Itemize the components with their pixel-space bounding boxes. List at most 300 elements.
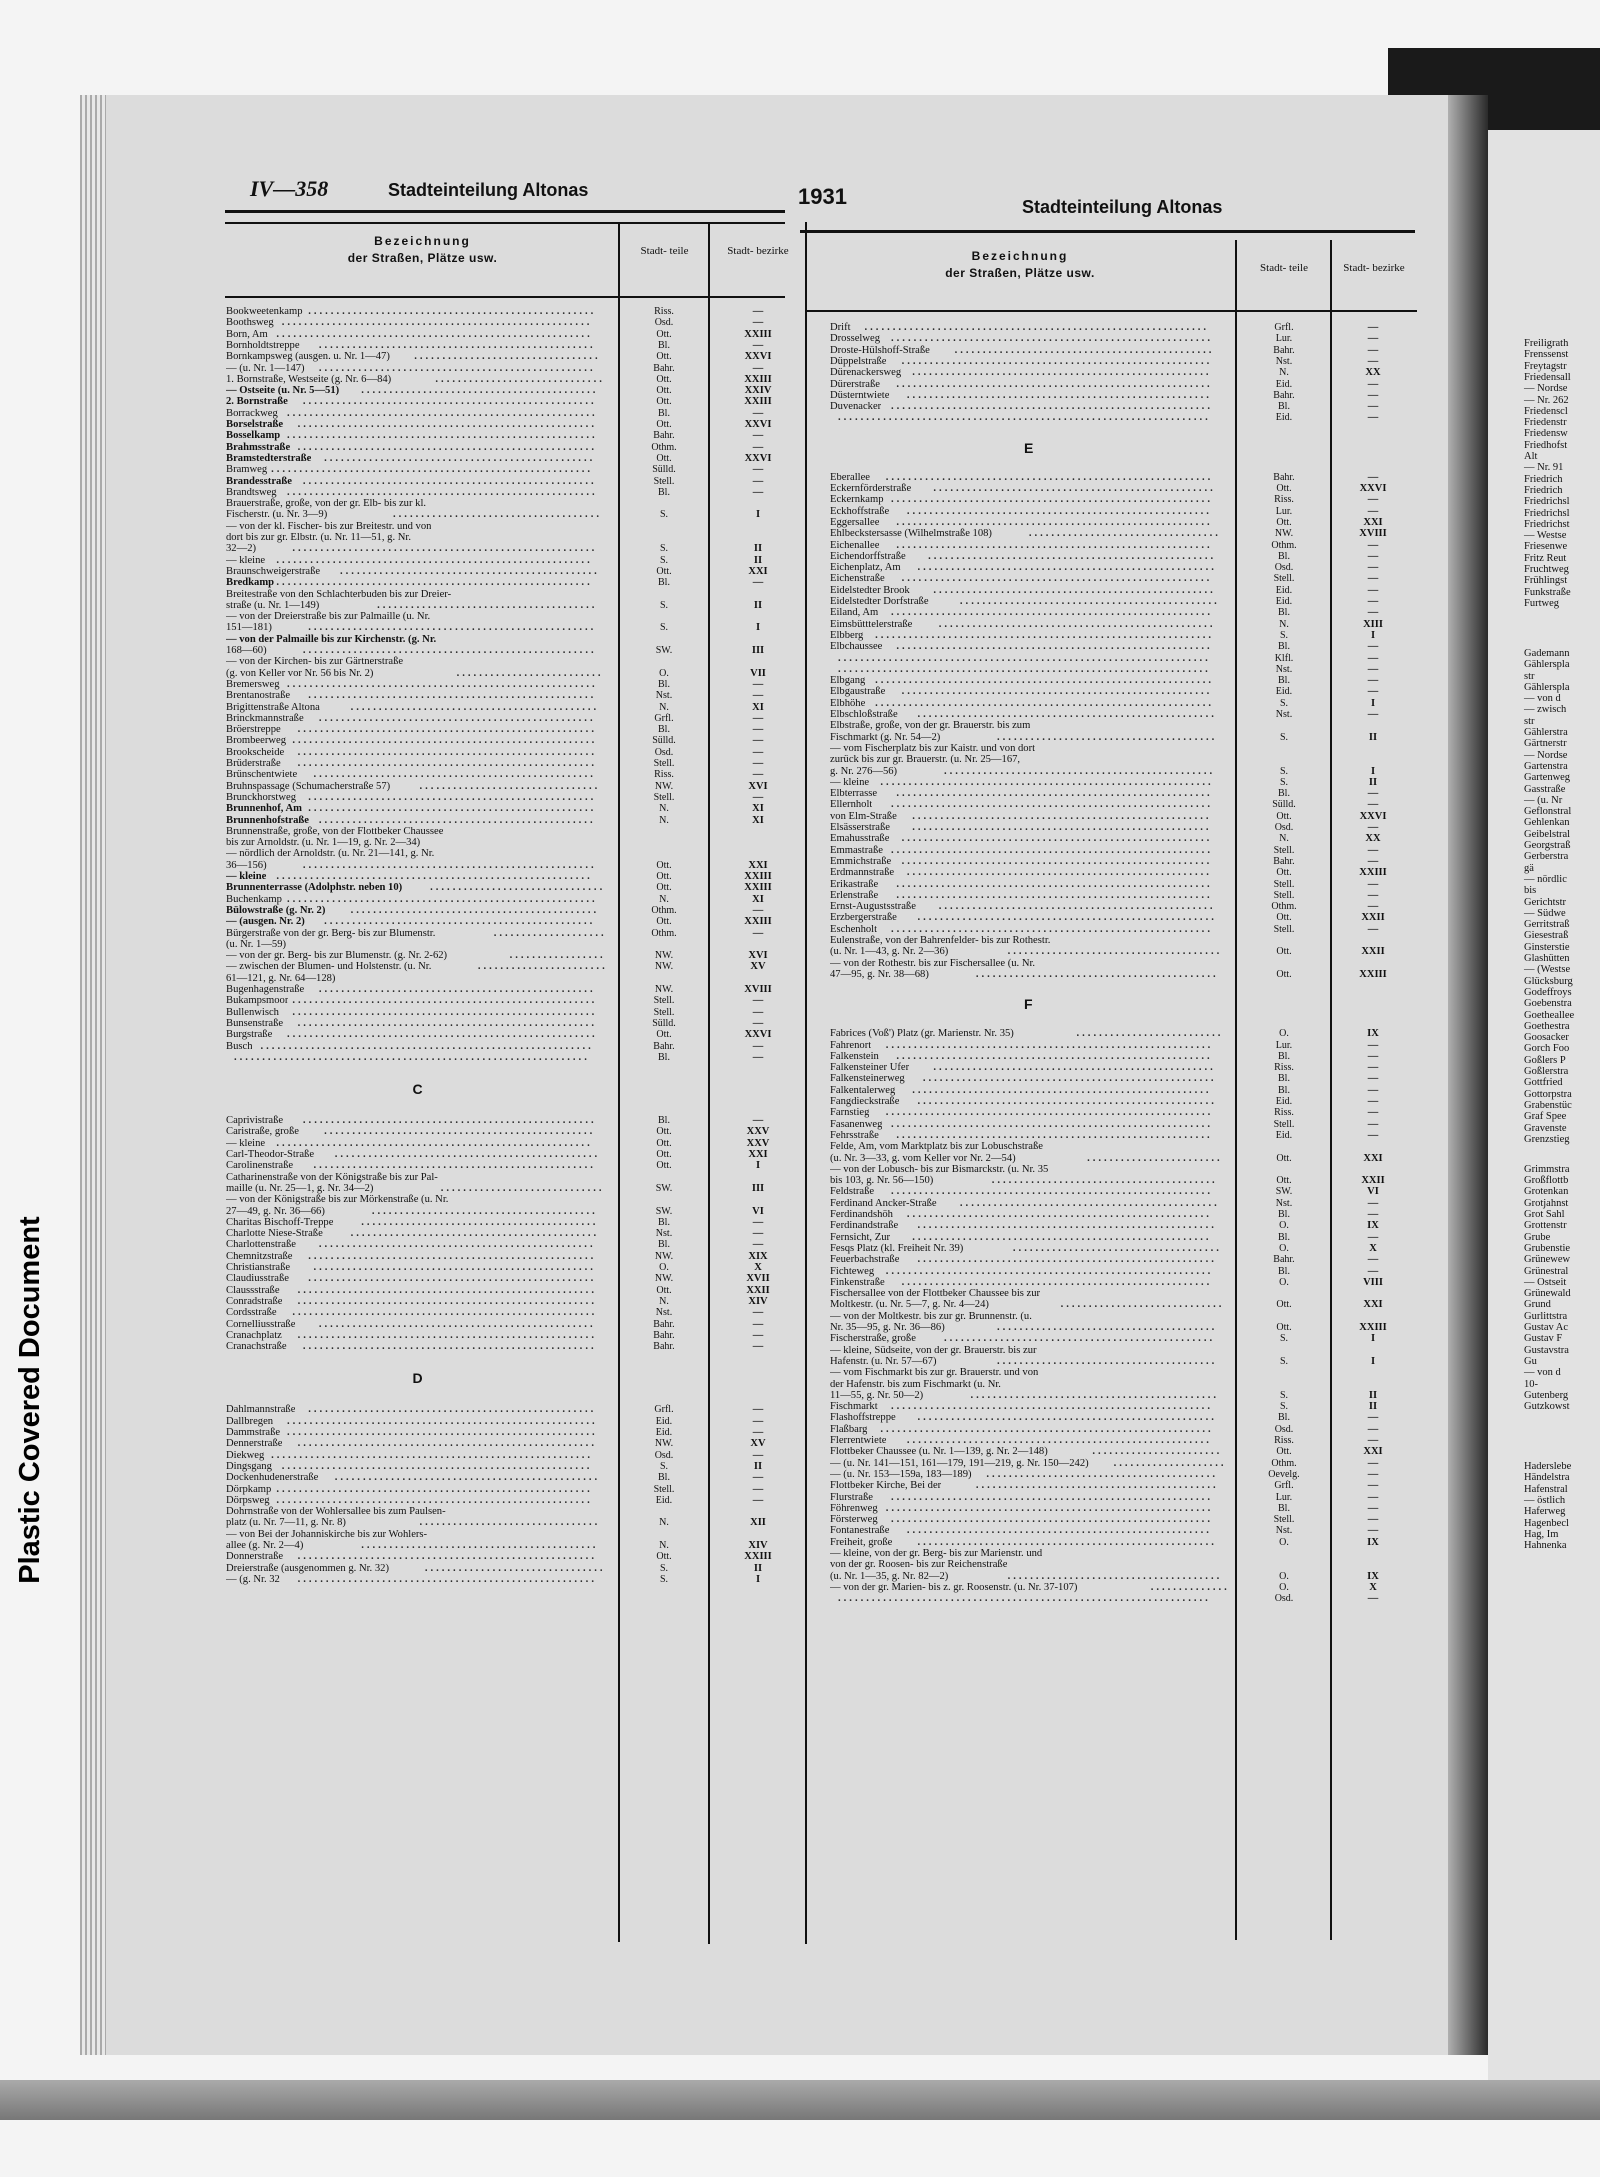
leader-dots: ..................................................... bbox=[912, 1084, 1212, 1096]
street-row bbox=[226, 1506, 611, 1517]
leader-dots: ..................................................... bbox=[297, 1573, 597, 1585]
stadtbezirk-cell: — bbox=[1367, 389, 1379, 401]
street-row bbox=[830, 1333, 1230, 1344]
facing-page-entry: Gurlittstra bbox=[1524, 1310, 1568, 1322]
facing-page-entry: Grubenstie bbox=[1524, 1242, 1571, 1254]
street-row bbox=[830, 1198, 1230, 1209]
street-row bbox=[830, 1548, 1230, 1559]
leader-dots: .......................................................... bbox=[885, 471, 1214, 483]
street-name: Drift bbox=[830, 322, 851, 333]
street-row bbox=[830, 573, 1230, 584]
street-row bbox=[830, 969, 1230, 980]
stadtbezirk-cell: — bbox=[1367, 652, 1379, 664]
leader-dots: ................................. bbox=[414, 351, 601, 363]
stadtbezirk-cell: I bbox=[755, 1160, 761, 1172]
stadtbezirk-cell: II bbox=[1368, 1389, 1378, 1401]
street-row bbox=[830, 709, 1230, 720]
street-row bbox=[830, 1209, 1230, 1220]
stadtbezirk-cell: I bbox=[1370, 1355, 1376, 1367]
stadtteil-cell: Nst. bbox=[1275, 1525, 1293, 1537]
stadtteil-cell: Bahr. bbox=[653, 362, 675, 374]
stadtteil-cell: Bahr. bbox=[653, 430, 675, 442]
stadtbezirk-cell: — bbox=[752, 1329, 764, 1341]
leader-dots: ................................................... bbox=[308, 1250, 597, 1262]
stadtbezirk-cell: — bbox=[752, 1483, 764, 1495]
leader-dots: ..................................................... bbox=[917, 912, 1217, 924]
stadtbezirk-cell: — bbox=[1367, 641, 1379, 653]
stadtbezirk-cell: I bbox=[755, 509, 761, 521]
facing-page-entry: Friedrichsl bbox=[1524, 507, 1570, 519]
stadtteil-cell: SW. bbox=[1275, 1186, 1293, 1198]
leader-dots: ........................................................ bbox=[896, 1050, 1213, 1062]
leader-dots: ....................................................... bbox=[287, 1427, 598, 1438]
leader-dots: ........................................................ bbox=[896, 539, 1213, 551]
street-row bbox=[226, 1450, 611, 1461]
street-name: Flottbeker Kirche, Bei der bbox=[830, 1480, 942, 1492]
facing-page-entry: Grotenkan bbox=[1524, 1186, 1569, 1198]
street-row bbox=[226, 916, 611, 927]
street-row bbox=[226, 928, 611, 939]
street-row bbox=[226, 713, 611, 724]
facing-page-entry: Gählerspla bbox=[1524, 681, 1570, 693]
street-name: Claudiusstraße bbox=[226, 1273, 289, 1285]
facing-page-entry: Gustav Ac bbox=[1524, 1322, 1569, 1333]
street-name: Dammstraße bbox=[226, 1427, 281, 1438]
stadtbezirk-cell: — bbox=[1367, 539, 1379, 551]
street-row bbox=[226, 1126, 611, 1137]
street-row bbox=[830, 596, 1230, 607]
street-row bbox=[226, 1438, 611, 1449]
facing-page-entry: — (u. Nr bbox=[1524, 794, 1563, 806]
street-row bbox=[226, 498, 611, 509]
facing-page bbox=[1488, 130, 1600, 2080]
facing-page-entry: — zwisch bbox=[1524, 704, 1567, 716]
stadtbezirk-cell: XIX bbox=[748, 1250, 768, 1262]
street-row bbox=[830, 517, 1230, 528]
street-name: Eggersallee bbox=[830, 516, 880, 528]
street-row bbox=[226, 487, 611, 498]
stadtbezirk-cell: XXII bbox=[1361, 912, 1385, 924]
leader-dots: ......................................................... bbox=[271, 1449, 594, 1461]
leader-dots: ....................................................... bbox=[287, 1415, 598, 1427]
leader-dots: ....................................................... bbox=[287, 430, 598, 442]
leader-dots: ........................................................ bbox=[896, 878, 1213, 890]
street-name: Eimsbütttelerstraße bbox=[830, 618, 913, 630]
leader-dots: ..................................................... bbox=[297, 724, 597, 736]
facing-page-entry: — von d bbox=[1524, 1367, 1561, 1379]
street-row bbox=[226, 690, 611, 701]
stadtbezirk-cell: IX bbox=[1367, 1220, 1379, 1232]
street-name: Falkensteiner Ufer bbox=[830, 1062, 910, 1074]
street-row bbox=[226, 1273, 611, 1284]
leader-dots: .................................................................. bbox=[838, 663, 1211, 675]
stadtteil-cell: Bl. bbox=[1278, 1073, 1290, 1085]
stadtteil-cell: Bl. bbox=[1278, 607, 1290, 619]
leader-dots: ..................................................... bbox=[297, 419, 597, 430]
street-row bbox=[830, 1480, 1230, 1491]
colhead-name-label: Bezeichnung bbox=[374, 234, 471, 248]
street-name: Eschenholt bbox=[830, 923, 878, 935]
facing-page-entry: Fruchtweg bbox=[1524, 564, 1569, 575]
street-row bbox=[226, 1540, 611, 1551]
leader-dots: ................................................. bbox=[318, 1239, 596, 1251]
stadtbezirk-cell: — bbox=[1367, 562, 1379, 574]
leader-dots: ..................................................... bbox=[917, 709, 1217, 720]
stadtteil-cell: Ott. bbox=[656, 565, 672, 577]
stadtbezirk-cell: — bbox=[752, 339, 764, 351]
stadtbezirk-cell: — bbox=[1367, 844, 1379, 856]
street-name: Bredkamp bbox=[226, 577, 275, 589]
stadtteil-cell: Stell. bbox=[1273, 1118, 1295, 1130]
stadtbezirk-cell: — bbox=[752, 1494, 764, 1506]
street-row bbox=[830, 1164, 1230, 1175]
stadtteil-cell: Bl. bbox=[658, 1472, 670, 1484]
stadtteil-cell: N. bbox=[659, 814, 669, 826]
street-row bbox=[830, 1537, 1230, 1548]
leader-dots: ....................................................... bbox=[901, 833, 1213, 845]
street-row bbox=[830, 540, 1230, 551]
leader-dots: .................................................................. bbox=[838, 652, 1211, 664]
street-name: Bosselkamp bbox=[226, 430, 281, 442]
year: 1931 bbox=[798, 184, 847, 209]
street-name: 32—2) bbox=[226, 543, 257, 555]
street-name: Feuerbachstraße bbox=[830, 1254, 900, 1266]
facing-page-entry: — Westse bbox=[1524, 530, 1567, 542]
stadtteil-cell: S. bbox=[659, 1460, 669, 1472]
street-row bbox=[226, 464, 611, 475]
street-row bbox=[226, 735, 611, 746]
facing-page-entry: Gottfried bbox=[1524, 1077, 1563, 1089]
colhead-name-sub-r: der Straßen, Plätze usw. bbox=[945, 266, 1095, 280]
facing-page-entry: Hahnenka bbox=[1524, 1540, 1567, 1552]
stadtbezirk-cell: VIII bbox=[1363, 1276, 1383, 1288]
stadtbezirk-cell: — bbox=[752, 791, 764, 803]
stadtbezirk-cell: — bbox=[1367, 1107, 1379, 1119]
stadtbezirk-cell: VII bbox=[750, 667, 766, 679]
leader-dots: ........................................................ bbox=[896, 516, 1213, 528]
leader-dots: ..................................................... bbox=[912, 1231, 1212, 1243]
street-row bbox=[226, 1427, 611, 1438]
street-name: Burgstraße bbox=[226, 1029, 273, 1041]
stadtbezirk-cell: — bbox=[1367, 573, 1379, 585]
street-name: Cordsstraße bbox=[226, 1307, 277, 1319]
street-name: Brookscheide bbox=[226, 746, 285, 758]
facing-page-entry: Gustavstra bbox=[1524, 1344, 1569, 1356]
facing-page-entry: Hagenbecl bbox=[1524, 1517, 1569, 1529]
leader-dots: ......................................................... bbox=[891, 799, 1213, 811]
facing-page-entry: Gehlenkan bbox=[1524, 817, 1570, 829]
street-name: Eberallee bbox=[830, 471, 870, 483]
street-row bbox=[226, 340, 611, 351]
stadtteil-cell: S. bbox=[1279, 1333, 1289, 1345]
street-name: Försterweg bbox=[830, 1514, 878, 1526]
street-name: Felde, Am, vom Marktplatz bis zur Lobuschstraße bbox=[830, 1141, 1044, 1153]
street-row bbox=[226, 1251, 611, 1262]
stadtbezirk-cell: — bbox=[752, 904, 764, 916]
stadtbezirk-cell: — bbox=[752, 746, 764, 758]
street-name: Buchenkamp bbox=[226, 893, 282, 905]
stadtteil-cell: NW. bbox=[1274, 528, 1294, 540]
leader-dots: ................................................... bbox=[308, 1273, 597, 1285]
leader-dots: ........................................................ bbox=[896, 641, 1213, 653]
street-name: Borrackweg bbox=[226, 407, 278, 419]
street-name: Erikastraße bbox=[830, 878, 879, 890]
street-name: Erlenstraße bbox=[830, 889, 879, 901]
colhead-rule-left bbox=[225, 296, 785, 298]
facing-page-entry: Friedenstr bbox=[1524, 417, 1567, 429]
leader-dots: .............................................. bbox=[340, 565, 600, 577]
colhead-stadtbezirke-label-r: Stadt- bezirke bbox=[1343, 262, 1405, 274]
street-name: Brandesstraße bbox=[226, 475, 292, 487]
leader-dots: ........................................................... bbox=[260, 1040, 594, 1052]
facing-page-entry: Gählerstra bbox=[1524, 727, 1568, 738]
street-name: — (g. Nr. 32 bbox=[226, 1573, 280, 1585]
street-row bbox=[830, 1514, 1230, 1525]
street-row bbox=[226, 1149, 611, 1160]
stadtteil-cell: Bl. bbox=[1278, 401, 1290, 413]
leader-dots: ......................................................... bbox=[891, 607, 1213, 619]
street-name: Erzbergerstraße bbox=[830, 912, 897, 924]
stadtbezirk-cell: — bbox=[752, 317, 764, 329]
leader-dots: .......................................... bbox=[361, 385, 599, 397]
street-name: Eichenstraße bbox=[830, 573, 885, 585]
street-name: Fischerstraße, große bbox=[830, 1333, 916, 1345]
street-name: Düsterntwiete bbox=[830, 389, 890, 401]
stadtteil-cell: Sülld. bbox=[652, 735, 676, 747]
stadtbezirk-cell: — bbox=[1367, 878, 1379, 890]
stadtbezirk-cell: XXIII bbox=[744, 1551, 772, 1563]
leader-dots: .......................... bbox=[1076, 1028, 1224, 1040]
leader-dots: ..................................................... bbox=[297, 1017, 597, 1029]
stadtteil-cell: Bahr. bbox=[653, 1318, 675, 1330]
street-row bbox=[830, 1503, 1230, 1514]
street-name: Ferdinandshöh bbox=[830, 1209, 893, 1220]
street-name: Brunnenstraße, große, von der Flottbeker Chaussee bbox=[226, 825, 444, 837]
stadtbezirk-cell: VI bbox=[752, 1205, 764, 1217]
stadtbezirk-cell: — bbox=[1367, 1468, 1379, 1480]
street-name: Charitas Bischoff-Treppe bbox=[226, 1216, 334, 1228]
leader-dots: ........................................................ bbox=[896, 1129, 1213, 1141]
stadtbezirk-cell: XI bbox=[752, 814, 764, 826]
stadtteil-cell: Bahr. bbox=[653, 1329, 675, 1341]
street-row bbox=[226, 566, 611, 577]
facing-page-entry: Graf Spee bbox=[1524, 1111, 1567, 1123]
street-name: Falkensteinerweg bbox=[830, 1073, 905, 1085]
street-row bbox=[830, 1559, 1230, 1570]
stadtbezirk-cell: — bbox=[752, 475, 764, 487]
stadtbezirk-cell: — bbox=[1367, 1073, 1379, 1085]
leader-dots: .......................................................... bbox=[885, 1107, 1214, 1119]
table-top-rule-left bbox=[225, 222, 785, 224]
stadtteil-cell: Riss. bbox=[654, 769, 674, 781]
street-name: — von der Lobusch- bis zur Bismarckstr. (u. Nr. 35 bbox=[830, 1163, 1049, 1175]
street-name: 61—121, g. Nr. 64—128) bbox=[226, 972, 336, 984]
facing-page-entry: — östlich bbox=[1524, 1495, 1566, 1506]
colhead-stadtteile-left bbox=[622, 245, 707, 258]
stadtbezirk-cell: XIV bbox=[748, 1295, 768, 1307]
leader-dots: ..................................................... bbox=[917, 1536, 1217, 1548]
leader-dots: ..................................................... bbox=[917, 1096, 1217, 1107]
street-name: Eckernkamp bbox=[830, 494, 884, 506]
street-row bbox=[830, 401, 1230, 412]
leader-dots: ...................................................... bbox=[292, 995, 598, 1007]
stadtbezirk-cell: — bbox=[1367, 1265, 1379, 1277]
street-name: Hafenstr. (u. Nr. 57—67) bbox=[830, 1355, 937, 1367]
facing-page-entry: — Ostseit bbox=[1524, 1276, 1567, 1288]
stadtteil-cell: Osd. bbox=[654, 1449, 674, 1461]
street-row bbox=[226, 871, 611, 882]
stadtteil-cell: O. bbox=[1279, 1581, 1289, 1593]
stadtteil-cell: Othm. bbox=[1271, 1457, 1297, 1469]
stadtteil-cell: Ott. bbox=[656, 351, 672, 363]
leader-dots: ................................................. bbox=[938, 618, 1216, 630]
stadtbezirk-cell: — bbox=[1367, 1491, 1379, 1503]
stadtbezirk-cell: — bbox=[752, 758, 764, 769]
stadtteil-cell: Sülld. bbox=[652, 1017, 676, 1029]
stadtteil-cell: N. bbox=[659, 1540, 669, 1551]
stadtbezirk-cell: II bbox=[1368, 776, 1378, 788]
facing-page-entry: Goetheallee bbox=[1524, 1009, 1575, 1021]
street-row bbox=[830, 1062, 1230, 1073]
stadtteil-cell: Grfl. bbox=[654, 712, 674, 724]
facing-page-entry: Grünewald bbox=[1524, 1288, 1571, 1300]
street-row bbox=[226, 645, 611, 656]
street-row bbox=[226, 1029, 611, 1040]
street-name: Bornholdtstreppe bbox=[226, 339, 300, 351]
street-row bbox=[830, 1593, 1230, 1604]
street-name: 151—181) bbox=[226, 622, 272, 634]
leader-dots: ....................................................... bbox=[281, 1460, 593, 1472]
header-rule-left bbox=[225, 210, 785, 213]
street-row bbox=[830, 1153, 1230, 1164]
street-name: Elbberg bbox=[830, 629, 864, 641]
street-name: Brandtsweg bbox=[226, 486, 277, 498]
street-name: Boothsweg bbox=[226, 317, 274, 329]
stadtteil-cell: Riss. bbox=[1274, 1435, 1294, 1446]
facing-page-entry: — nördlic bbox=[1524, 873, 1567, 885]
facing-page-entry: Glücksburg bbox=[1524, 975, 1573, 987]
street-name: Fernsicht, Zur bbox=[830, 1231, 891, 1243]
leader-dots: .............................................. bbox=[959, 1197, 1220, 1209]
facing-page-entry: Funkstraße bbox=[1524, 586, 1571, 598]
facing-page-entry: Gerberstra bbox=[1524, 851, 1569, 863]
facing-page-entry: Grund bbox=[1524, 1299, 1551, 1311]
street-name: Dingsgang bbox=[226, 1460, 272, 1472]
stadtbezirk-cell: — bbox=[1367, 1039, 1379, 1051]
street-name: — von der gr. Berg- bis zur Blumenstr. (g. Nr. 2-62) bbox=[226, 950, 448, 962]
stadtbezirk-cell: — bbox=[752, 927, 764, 939]
street-name: Bürgerstraße von der gr. Berg- bis zur Blumenstr. bbox=[226, 927, 436, 939]
stadtbezirk-cell: — bbox=[1367, 1231, 1379, 1243]
leader-dots: ....................................... bbox=[377, 599, 598, 611]
leader-dots: ................................................ bbox=[324, 452, 596, 464]
section-letter-e: E bbox=[1024, 439, 1034, 456]
facing-page-entry: Goethestra bbox=[1524, 1020, 1570, 1032]
street-row bbox=[226, 939, 611, 950]
stadtbezirk-cell: XX bbox=[1365, 833, 1381, 845]
stadtbezirk-cell: XXII bbox=[746, 1284, 770, 1296]
stadtbezirk-cell: — bbox=[1367, 1062, 1379, 1074]
leader-dots: ..................................................... bbox=[297, 746, 597, 758]
stadtteil-cell: O. bbox=[659, 1262, 669, 1273]
street-name: Breitestraße von den Schlachterbuden bis zur Dreier- bbox=[226, 588, 452, 600]
facing-page-entry: Grot Sahl bbox=[1524, 1209, 1565, 1220]
street-name: Dohrnstraße von der Wohlersallee bis zum Paulsen- bbox=[226, 1506, 446, 1518]
stadtteil-cell: Eid. bbox=[1275, 1129, 1293, 1141]
leader-dots: ..................................................... bbox=[912, 367, 1212, 379]
street-name: Elbstraße, große, von der gr. Brauerstr. bis zum bbox=[830, 720, 1031, 732]
stadtbezirk-cell: — bbox=[752, 1404, 764, 1416]
stadtteil-cell: S. bbox=[659, 622, 669, 634]
street-row bbox=[226, 1529, 611, 1540]
stadtteil-cell: Bl. bbox=[1278, 1084, 1290, 1096]
stadtbezirk-cell: — bbox=[1367, 1050, 1379, 1062]
stadtbezirk-cell: II bbox=[1368, 731, 1378, 743]
stadtteil-cell: Ott. bbox=[1276, 516, 1292, 528]
stadtteil-cell: Klfl. bbox=[1274, 652, 1294, 664]
facing-page-entry: Friesenwe bbox=[1524, 541, 1568, 553]
stadtteil-cell: NW. bbox=[654, 950, 674, 962]
street-name: — von der gr. Marien- bis z. gr. Roosenstr. (u. Nr. 37-107) bbox=[830, 1581, 1078, 1593]
stadtbezirk-cell: XXV bbox=[746, 1126, 770, 1138]
street-row bbox=[226, 329, 611, 340]
leader-dots: ....................................................... bbox=[901, 1276, 1213, 1288]
stadtteil-cell: Ott. bbox=[1276, 946, 1292, 958]
leader-dots: ........................................... bbox=[975, 968, 1219, 980]
stadtteil-cell: Ott. bbox=[656, 452, 672, 464]
street-row bbox=[226, 679, 611, 690]
stadtteil-cell: Ott. bbox=[656, 328, 672, 340]
street-name: straße (u. Nr. 1—149) bbox=[226, 599, 320, 611]
leader-dots: .......................................... bbox=[361, 1540, 599, 1551]
stadtteil-cell: Bl. bbox=[658, 407, 670, 419]
street-name: 2. Bornstraße bbox=[226, 396, 288, 408]
stadtteil-cell: N. bbox=[659, 1295, 669, 1307]
street-name: Charlottenstraße bbox=[226, 1239, 297, 1251]
street-name: Fischersallee von der Flottbeker Chaussee bis zur bbox=[830, 1288, 1041, 1300]
street-row bbox=[830, 1446, 1230, 1457]
street-name: Eiland, Am bbox=[830, 607, 879, 619]
stadtbezirk-cell: — bbox=[1367, 1593, 1379, 1605]
stadtbezirk-cell: — bbox=[1367, 799, 1379, 811]
stadtteil-cell: Othm. bbox=[651, 904, 677, 916]
leader-dots: ................................................. bbox=[318, 712, 596, 724]
stadtbezirk-cell: — bbox=[752, 464, 764, 476]
leader-dots: ........................................................ bbox=[896, 378, 1213, 390]
street-row bbox=[830, 743, 1230, 754]
street-name: Ferdinand Ancker-Straße bbox=[830, 1197, 937, 1209]
street-row bbox=[226, 1183, 611, 1194]
street-name: Dürenackersweg bbox=[830, 367, 902, 379]
street-name: Busch bbox=[226, 1040, 253, 1052]
facing-page-entry: Frenssenst bbox=[1524, 349, 1569, 361]
facing-page-entry: Gartenweg bbox=[1524, 772, 1571, 784]
street-name: Emahusstraße bbox=[830, 833, 890, 845]
stadtbezirk-cell: II bbox=[753, 554, 763, 566]
stadtbezirk-cell: — bbox=[1367, 1084, 1379, 1096]
stadtteil-cell: S. bbox=[659, 543, 669, 555]
leader-dots: ......................................................... bbox=[891, 1186, 1213, 1198]
stadtteil-cell: S. bbox=[659, 554, 669, 566]
street-row bbox=[830, 1186, 1230, 1197]
stadtbezirk-cell: — bbox=[1367, 550, 1379, 562]
facing-page-entry: — Südwe bbox=[1524, 907, 1566, 919]
stadtteil-cell: Bl. bbox=[658, 1115, 670, 1127]
street-name: Eidelstedter Brook bbox=[830, 584, 910, 596]
facing-page-entry: Grotjahnst bbox=[1524, 1197, 1569, 1209]
stadtbezirk-cell: XVIII bbox=[1359, 528, 1387, 540]
stadtteil-cell: Bl. bbox=[658, 486, 670, 498]
